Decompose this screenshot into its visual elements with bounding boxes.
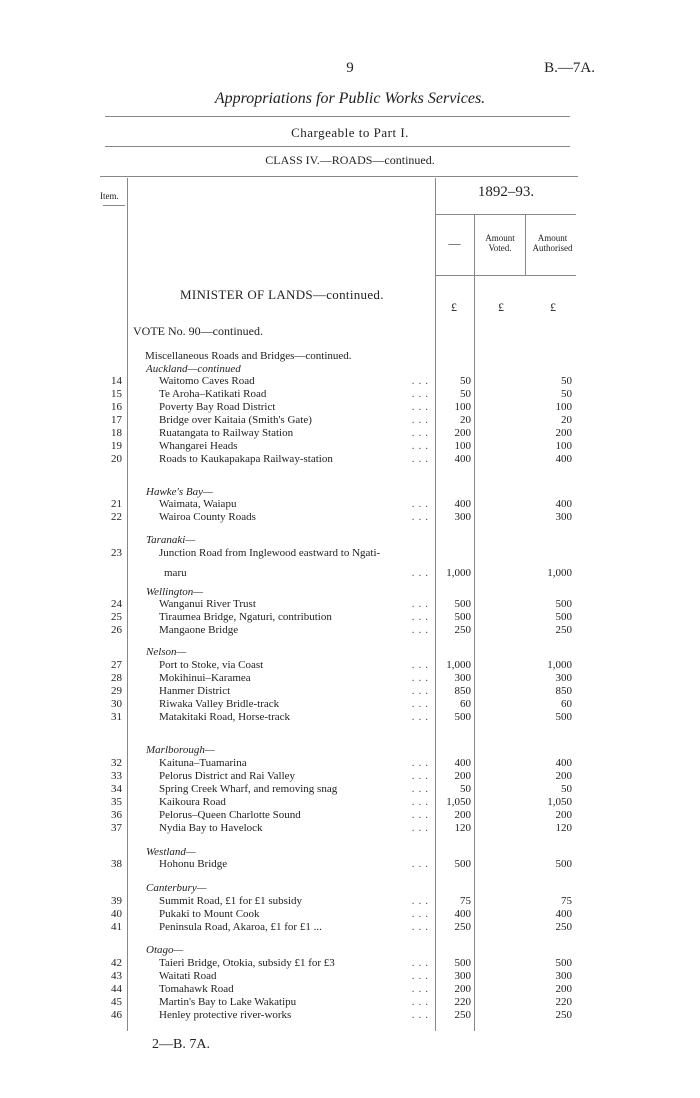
leader-dots: ... [411,375,432,387]
item-name: Roads to Kaukapakapa Railway-station [159,453,333,465]
minister-heading: MINISTER OF LANDS—continued. [180,287,384,302]
item-number: 30 [111,698,122,710]
item-name: Summit Road, £1 for £1 subsidy [159,895,303,907]
item-authorised: 400 [555,908,572,920]
leader-dots: ... [411,685,432,697]
item-authorised: 200 [555,427,572,439]
chargeable-heading: Chargeable to Part I. [291,125,409,140]
item-value: 60 [460,698,471,710]
item-number: 18 [111,427,122,439]
leader-dots: ... [411,401,432,413]
item-number: 36 [111,809,122,821]
item-name: Waitomo Caves Road [159,375,255,387]
leader-dots: ... [411,809,432,821]
item-authorised: 100 [555,440,572,452]
item-authorised: 200 [555,983,572,995]
leader-dots: ... [411,822,432,834]
region-heading: Canterbury— [146,882,207,894]
item-number: 24 [111,598,122,610]
item-authorised: 500 [555,711,572,723]
item-number: 23 [111,547,122,559]
item-number: 26 [111,624,122,636]
item-authorised: 50 [561,388,572,400]
item-value: 75 [460,895,471,907]
item-authorised: 300 [555,970,572,982]
table-row [100,453,580,466]
item-name: Bridge over Kaitaia (Smith's Gate) [159,414,312,426]
item-authorised: 1,050 [547,796,572,808]
item-name: Pelorus District and Rai Valley [159,770,296,782]
region-heading: Westland— [146,846,196,858]
item-name: Tiraumea Bridge, Ngaturi, contribution [159,611,332,623]
leader-dots: ... [411,498,432,510]
col1-header: — [448,236,461,250]
region-heading: Marlborough— [146,744,215,756]
table-row [100,796,580,809]
region-heading: Otago— [146,944,184,956]
table-row [100,983,580,996]
item-authorised: 1,000 [547,567,572,579]
item-value: 400 [454,498,471,510]
item-value: 500 [454,598,471,610]
item-value: 50 [460,783,471,795]
item-authorised: 300 [555,511,572,523]
item-authorised: 120 [555,822,572,834]
item-authorised: 20 [561,414,572,426]
item-value: 500 [454,858,471,870]
item-name: Riwaka Valley Bridle-track [159,698,280,710]
item-number: 42 [111,957,122,969]
item-number: 37 [111,822,122,834]
table-row [100,547,580,560]
item-authorised: 60 [561,698,572,710]
item-value: 250 [454,1009,471,1021]
leader-dots: ... [411,611,432,623]
leader-dots: ... [411,567,432,579]
leader-dots: ... [411,511,432,523]
item-value: 500 [454,711,471,723]
item-authorised: 75 [561,895,572,907]
item-value: 120 [454,822,471,834]
item-number: 28 [111,672,122,684]
item-name: Spring Creek Wharf, and removing snag [159,783,338,795]
item-value: 50 [460,388,471,400]
item-authorised: 500 [555,957,572,969]
item-authorised: 300 [555,672,572,684]
item-value: 200 [454,770,471,782]
document-reference: B.—7A. [544,60,595,76]
table-row-continuation [100,567,580,580]
item-authorised: 400 [555,453,572,465]
item-number: 44 [111,983,122,995]
item-number: 35 [111,796,122,808]
table-row [100,427,580,440]
item-name: Pelorus–Queen Charlotte Sound [159,809,301,821]
item-number: 39 [111,895,122,907]
vote-heading: VOTE No. 90—continued. [133,324,263,338]
item-value: 400 [454,453,471,465]
table-top-rule [100,176,578,177]
item-authorised: 250 [555,921,572,933]
item-number: 15 [111,388,122,400]
item-value: 100 [454,440,471,452]
leader-dots: ... [411,453,432,465]
item-value: 1,000 [446,659,471,671]
leader-dots: ... [411,427,432,439]
item-authorised: 200 [555,809,572,821]
item-name: Tomahawk Road [159,983,234,995]
item-name-continuation: maru [164,567,187,579]
region-heading: Auckland—continued [146,363,241,375]
item-number: 43 [111,970,122,982]
item-name: Hohonu Bridge [159,858,228,870]
item-number: 27 [111,659,122,671]
item-authorised: 250 [555,1009,572,1021]
item-name: Ruatangata to Railway Station [159,427,294,439]
item-number: 33 [111,770,122,782]
leader-dots: ... [411,970,432,982]
item-value: 500 [454,611,471,623]
item-number: 19 [111,440,122,452]
item-name: Poverty Bay Road District [159,401,276,413]
item-authorised: 500 [555,611,572,623]
item-number: 20 [111,453,122,465]
item-value: 1,050 [446,796,471,808]
item-value: 250 [454,921,471,933]
table-row [100,659,580,672]
item-name: Mokihinui–Karamea [159,672,251,684]
item-value: 200 [454,427,471,439]
item-number: 16 [111,401,122,413]
leader-dots: ... [411,414,432,426]
col3-rule [525,214,526,275]
leader-dots: ... [411,957,432,969]
table-row [100,822,580,835]
item-number: 22 [111,511,122,523]
item-name: Matakitaki Road, Horse-track [159,711,291,723]
leader-dots: ... [411,659,432,671]
item-authorised: 1,000 [547,659,572,671]
item-authorised: 500 [555,598,572,610]
item-name: Martin's Bay to Lake Wakatipu [159,996,297,1008]
item-number: 31 [111,711,122,723]
item-name: Kaikoura Road [159,796,226,808]
item-value: 400 [454,908,471,920]
item-name: Whangarei Heads [159,440,238,452]
leader-dots: ... [411,624,432,636]
item-authorised: 400 [555,498,572,510]
footer-signature: 2—B. 7A. [152,1037,210,1052]
item-name: Mangaone Bridge [159,624,239,636]
item-name: Peninsula Road, Akaroa, £1 for £1 ... [159,921,322,933]
region-heading: Taranaki— [146,534,196,546]
table-row [100,970,580,983]
table-row [100,858,580,871]
leader-dots: ... [411,983,432,995]
item-name: Waimata, Waiapu [159,498,237,510]
item-name: Waitati Road [159,970,217,982]
region-heading: Nelson— [146,646,187,658]
item-value: 1,000 [446,567,471,579]
table-row [100,783,580,796]
table-row [100,388,580,401]
table-row [100,895,580,908]
item-number: 38 [111,858,122,870]
item-authorised: 220 [555,996,572,1008]
item-number: 41 [111,921,122,933]
item-value: 20 [460,414,471,426]
misc-heading: Miscellaneous Roads and Bridges—continued. [145,350,352,362]
currency-col3: £ [550,300,556,314]
item-authorised: 400 [555,757,572,769]
table-row [100,711,580,724]
item-number: 29 [111,685,122,697]
item-value: 250 [454,624,471,636]
table-row [100,672,580,685]
item-name: Te Aroha–Katikati Road [159,388,267,400]
item-name: Hanmer District [159,685,231,697]
item-authorised: 50 [561,783,572,795]
table-row [100,685,580,698]
item-name: Taieri Bridge, Otokia, subsidy £1 for £3 [159,957,335,969]
item-value: 50 [460,375,471,387]
leader-dots: ... [411,598,432,610]
item-name: Wairoa County Roads [159,511,256,523]
table-row [100,611,580,624]
item-name: Kaituna–Tuamarina [159,757,247,769]
table-row [100,440,580,453]
table-row [100,401,580,414]
class-heading: CLASS IV.—ROADS—continued. [265,153,435,167]
table-row [100,908,580,921]
divider [105,116,570,117]
table-row [100,375,580,388]
leader-dots: ... [411,757,432,769]
year-header: 1892–93. [477,184,535,200]
item-value: 300 [454,672,471,684]
amount-voted-header: Amount Voted. [485,233,515,253]
leader-dots: ... [411,770,432,782]
region-heading: Wellington— [146,586,204,598]
leader-dots: ... [411,672,432,684]
currency-col2: £ [498,300,504,314]
table-row [100,957,580,970]
table-row [100,809,580,822]
page-number: 9 [346,60,354,76]
item-name: Pukaki to Mount Cook [159,908,260,920]
item-column-header: Item. [100,191,119,201]
year-rule [436,214,576,215]
item-name: Port to Stoke, via Coast [159,659,264,671]
region-heading: Hawke's Bay— [146,486,213,498]
table-row [100,921,580,934]
item-name: Wanganui River Trust [159,598,256,610]
divider [105,146,570,147]
item-value: 100 [454,401,471,413]
item-number: 40 [111,908,122,920]
leader-dots: ... [411,388,432,400]
item-authorised: 250 [555,624,572,636]
table-row [100,511,580,524]
amount-authorised-header: Amount Authorised [532,233,573,253]
item-header-rule [103,205,125,206]
item-value: 400 [454,757,471,769]
table-row [100,757,580,770]
item-authorised: 50 [561,375,572,387]
table-row [100,1009,580,1022]
item-number: 17 [111,414,122,426]
table-row [100,598,580,611]
item-authorised: 100 [555,401,572,413]
leader-dots: ... [411,796,432,808]
item-value: 300 [454,970,471,982]
leader-dots: ... [411,1009,432,1021]
item-number: 25 [111,611,122,623]
item-value: 300 [454,511,471,523]
item-value: 220 [454,996,471,1008]
table-row [100,770,580,783]
table-row [100,996,580,1009]
item-value: 500 [454,957,471,969]
item-name: Nydia Bay to Havelock [159,822,263,834]
leader-dots: ... [411,440,432,452]
leader-dots: ... [411,698,432,710]
item-name: Junction Road from Inglewood eastward to Ngati- [159,547,381,559]
item-authorised: 200 [555,770,572,782]
item-number: 34 [111,783,122,795]
table-row [100,624,580,637]
item-value: 850 [454,685,471,697]
table-row [100,698,580,711]
item-number: 21 [111,498,122,510]
subheader-rule [436,275,576,276]
leader-dots: ... [411,783,432,795]
item-authorised: 850 [555,685,572,697]
table-row [100,498,580,511]
item-number: 45 [111,996,122,1008]
leader-dots: ... [411,858,432,870]
leader-dots: ... [411,996,432,1008]
item-number: 32 [111,757,122,769]
currency-col1: £ [451,300,457,314]
item-authorised: 500 [555,858,572,870]
item-name: Henley protective river-works [159,1009,292,1021]
page-title: Appropriations for Public Works Services. [214,90,486,107]
item-number: 46 [111,1009,122,1021]
leader-dots: ... [411,908,432,920]
item-value: 200 [454,809,471,821]
table-row [100,414,580,427]
leader-dots: ... [411,895,432,907]
item-value: 200 [454,983,471,995]
leader-dots: ... [411,711,432,723]
item-number: 14 [111,375,122,387]
leader-dots: ... [411,921,432,933]
